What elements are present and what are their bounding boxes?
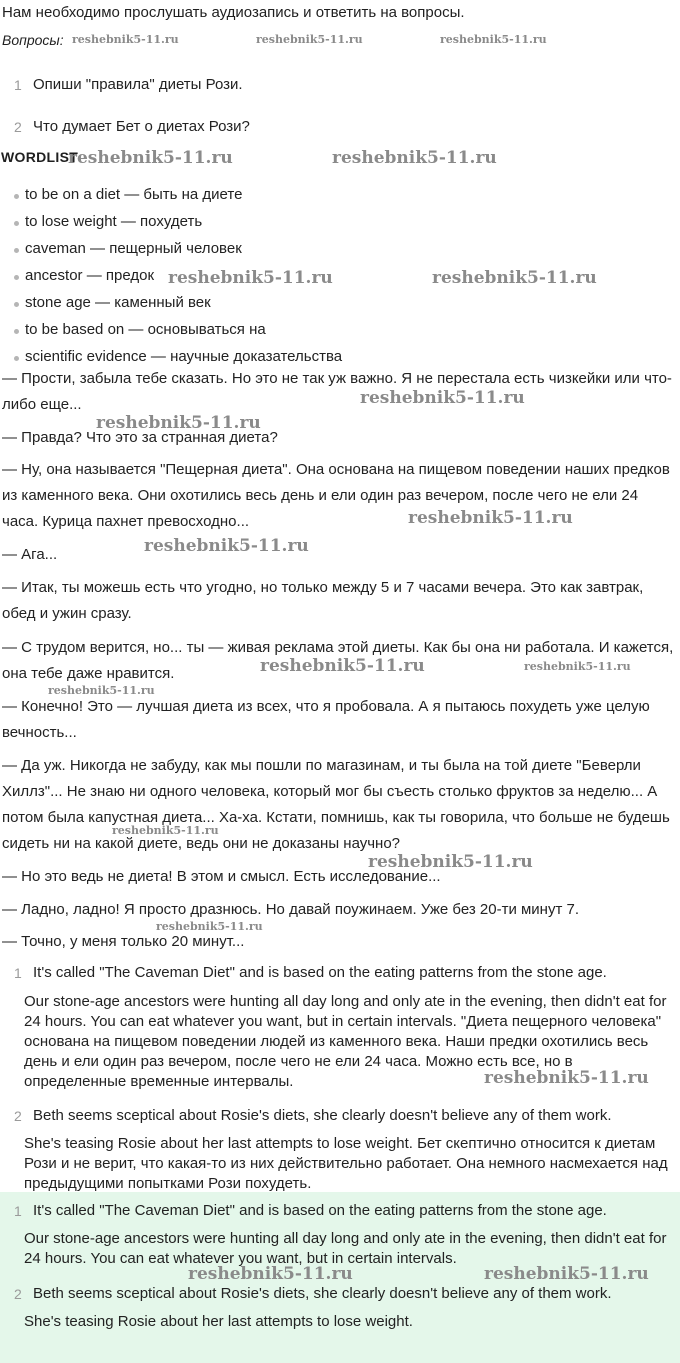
- dialogue-line: — Прости, забыла тебе сказать. Но это не так уж важно. Я не перестала есть чизкейки или что-либо еще...: [2, 370, 672, 413]
- answer-number: 1: [14, 965, 22, 981]
- bullet-icon: [14, 221, 19, 226]
- watermark: reshebnik5-11.ru: [360, 388, 525, 408]
- question-text: Опиши "правила" диеты Рози.: [33, 76, 243, 93]
- wordlist-item: caveman — пещерный человек: [25, 240, 242, 257]
- bullet-icon: [14, 302, 19, 307]
- answer-headline: Beth seems sceptical about Rosie's diets, she clearly doesn't believe any of them work.: [33, 1107, 612, 1124]
- watermark: reshebnik5-11.ru: [432, 268, 597, 288]
- bullet-icon: [14, 356, 19, 361]
- wordlist-item: to be on a diet — быть на диете: [25, 186, 243, 203]
- bullet-icon: [14, 329, 19, 334]
- intro-text: Нам необходимо прослушать аудиозапись и ответить на вопросы.: [2, 4, 465, 21]
- watermark: reshebnik5-11.ru: [368, 852, 533, 872]
- dialogue-line: — Ладно, ладно! Я просто дразнюсь. Но давай поужинаем. Уже без 20-ти минут 7.: [2, 901, 580, 918]
- watermark: reshebnik5-11.ru: [144, 536, 309, 556]
- watermark: reshebnik5-11.ru: [408, 508, 573, 528]
- answer-body: She's teasing Rosie about her last attempts to lose weight. Бет скептично относится к диетам Рози и не верит, что какая-то из них действительно работает. Она немного насмехается над предыдущими попытками Рози похудеть.: [24, 1135, 668, 1192]
- wordlist-item: to lose weight — похудеть: [25, 213, 203, 230]
- watermark: reshebnik5-11.ru: [156, 920, 263, 933]
- bullet-icon: [14, 194, 19, 199]
- watermark: reshebnik5-11.ru: [484, 1068, 649, 1088]
- watermark: reshebnik5-11.ru: [332, 148, 497, 168]
- bullet-icon: [14, 248, 19, 253]
- watermark: reshebnik5-11.ru: [256, 33, 363, 46]
- watermark: reshebnik5-11.ru: [260, 656, 425, 676]
- watermark: reshebnik5-11.ru: [168, 268, 333, 288]
- dialogue-line: — С трудом верится, но... ты — живая реклама этой диеты. Как бы она ни работала. И кажется, она тебе даже нравится.: [2, 639, 674, 682]
- answer-body: Our stone-age ancestors were hunting all day long and only ate in the evening, then didn't eat for 24 hours. You can eat whatever you want, but in certain intervals.: [24, 1230, 667, 1267]
- dialogue-line: — Да уж. Никогда не забуду, как мы пошли по магазинам, и ты была на той диете "Беверли Хиллз"... Не знаю ни одного человека, который мог бы съесть столько фруктов за неделю... А потом была капустная диета... Ха-ха. Кстати, помнишь, как ты говорила, что больше не будешь сидеть ни на какой диете, ведь они не доказаны научно?: [2, 757, 670, 852]
- answer-headline: Beth seems sceptical about Rosie's diets, she clearly doesn't believe any of them work.: [33, 1285, 612, 1302]
- answer-body: Our stone-age ancestors were hunting all day long and only ate in the evening, then didn't eat for 24 hours. You can eat whatever you want, but in certain intervals. "Диета пещерного человека" основана на пищевом поведении людей из каменного века. Наши предки охотились весь день и ели один раз вечером, после чего не ели 24 часа. Можно есть все, но в определенные временные интервалы.: [24, 993, 667, 1090]
- question-number: 2: [14, 119, 22, 135]
- question-number: 1: [14, 77, 22, 93]
- watermark: reshebnik5-11.ru: [48, 684, 155, 697]
- questions-label: Вопросы:: [2, 32, 64, 48]
- bullet-icon: [14, 275, 19, 280]
- dialogue-line: — Конечно! Это — лучшая диета из всех, что я пробовала. А я пытаюсь похудеть уже целую вечность...: [2, 698, 650, 741]
- wordlist-item: ancestor — предок: [25, 267, 155, 284]
- wordlist-item: to be based on — основываться на: [25, 321, 266, 338]
- watermark: reshebnik5-11.ru: [112, 824, 219, 837]
- watermark: reshebnik5-11.ru: [484, 1264, 649, 1284]
- answer-number: 2: [14, 1286, 22, 1302]
- answer-headline: It's called "The Caveman Diet" and is based on the eating patterns from the stone age.: [33, 1202, 607, 1219]
- dialogue-line: — Точно, у меня только 20 минут...: [2, 933, 245, 950]
- watermark: reshebnik5-11.ru: [524, 660, 631, 673]
- watermark: reshebnik5-11.ru: [68, 148, 233, 168]
- wordlist-item: stone age — каменный век: [25, 294, 211, 311]
- watermark: reshebnik5-11.ru: [440, 33, 547, 46]
- dialogue-line: — Но это ведь не диета! В этом и смысл. Есть исследование...: [2, 868, 441, 885]
- answer-number: 2: [14, 1108, 22, 1124]
- answer-headline: It's called "The Caveman Diet" and is based on the eating patterns from the stone age.: [33, 964, 607, 981]
- dialogue-line: — Итак, ты можешь есть что угодно, но только между 5 и 7 часами вечера. Это как завтрак, обед и ужин сразу.: [2, 579, 644, 622]
- wordlist-heading: WORDLIST: [1, 149, 79, 165]
- wordlist-item: scientific evidence — научные доказательства: [25, 348, 343, 365]
- dialogue-line: — Ага...: [2, 546, 58, 563]
- watermark: reshebnik5-11.ru: [96, 413, 261, 433]
- answer-number: 1: [14, 1203, 22, 1219]
- answer-body: She's teasing Rosie about her last attempts to lose weight.: [24, 1313, 413, 1330]
- watermark: reshebnik5-11.ru: [188, 1264, 353, 1284]
- question-text: Что думает Бет о диетах Рози?: [33, 118, 250, 135]
- dialogue-line: — Правда? Что это за странная диета?: [2, 429, 278, 446]
- dialogue-line: — Ну, она называется "Пещерная диета". Она основана на пищевом поведении наших предков из каменного века. Они охотились весь день и ели один раз вечером, после чего не ели 24 часа. Курица пахнет превосходно...: [2, 461, 670, 530]
- watermark: reshebnik5-11.ru: [72, 33, 179, 46]
